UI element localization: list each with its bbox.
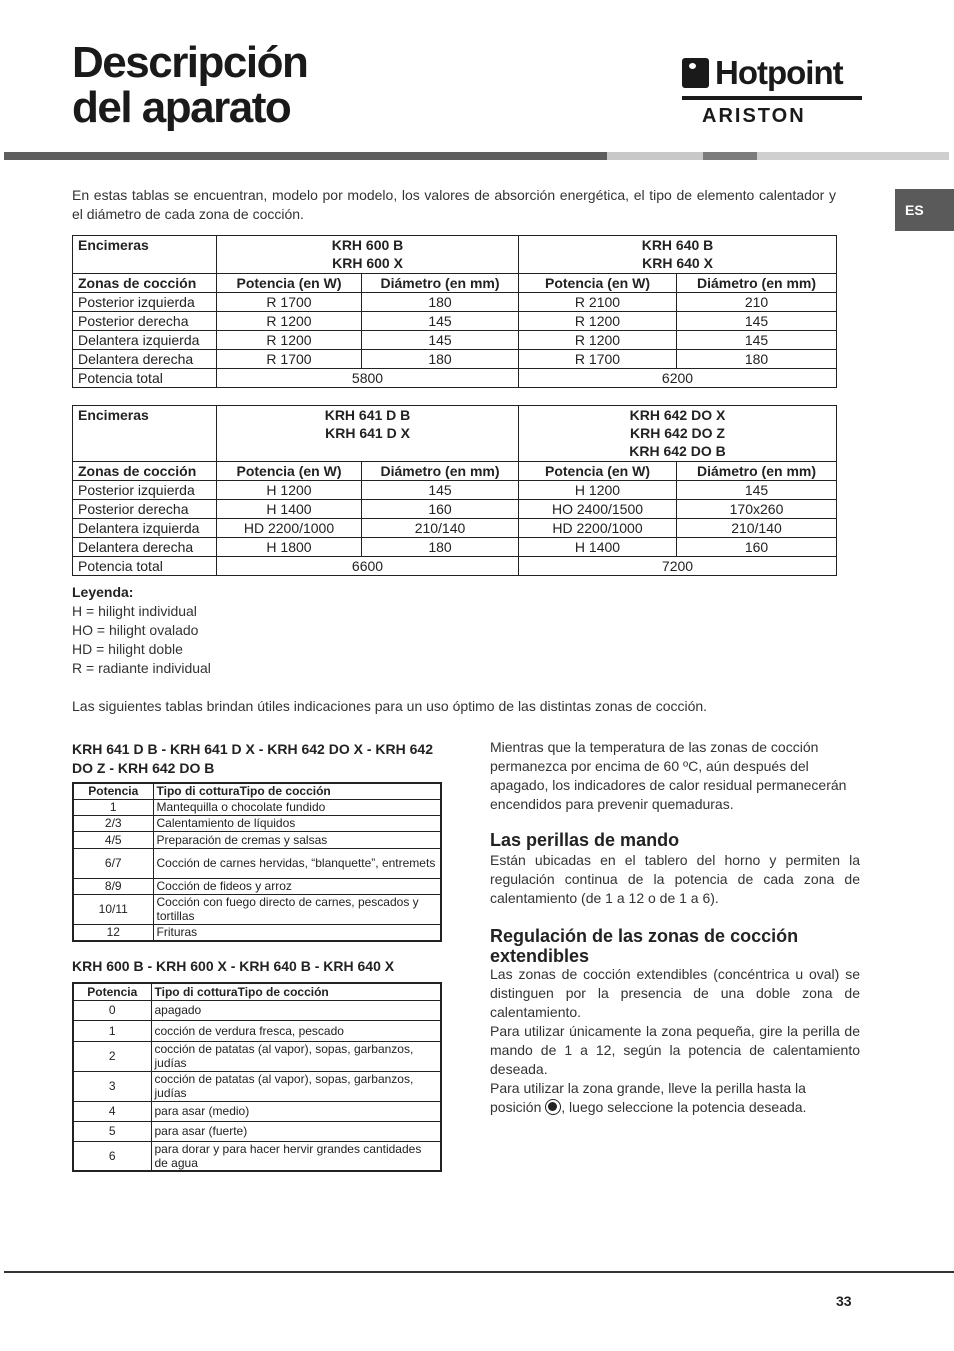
brand-logo xyxy=(682,55,864,131)
header-stripe xyxy=(757,152,949,160)
table-row: 12 Frituras xyxy=(73,924,441,941)
knobs-text: Están ubicadas en el tablero del horno y permiten la regulación continua de la potencia de cada zona de calentamiento (de 1 a 12 o de 1 a 6). xyxy=(490,852,860,906)
legend-item: HO = hilight ovalado xyxy=(72,622,199,638)
cooking-table-1 xyxy=(72,782,442,942)
table-row: Posterior derecha R 1200 145 R 1200 145 xyxy=(73,312,837,331)
legend xyxy=(72,583,211,678)
table-row: Delantera izquierda HD 2200/1000 210/140 HD 2200/1000 210/140 xyxy=(73,519,837,538)
column-header: Diámetro (en mm) xyxy=(362,274,519,293)
tables-note: Las siguientes tablas brindan útiles indicaciones para un uso óptimo de las distintas zonas de cocción. xyxy=(72,698,708,714)
legend-item: H = hilight individual xyxy=(72,603,197,619)
table-row: 6 para dorar y para hacer hervir grandes cantidades de agua xyxy=(73,1141,441,1171)
small-table-2-title: KRH 600 B - KRH 600 X - KRH 640 B - KRH 640 X xyxy=(72,958,395,974)
extendible-zones-text: Las zonas de cocción extendibles (concéntrica u oval) se distinguen por la presencia de una doble zona de calentamiento. Para utilizar únicamente la zona pequeña, gire la perilla de mando de 1 a 12, según la potencia de calentamiento deseada. Para utilizar la zona grande, lleve la perilla hasta la posición , luego seleccione la potencia deseada. xyxy=(490,966,860,1115)
table-row: Delantera izquierda R 1200 145 R 1200 145 xyxy=(73,331,837,350)
model-header: KRH 600 B KRH 600 X xyxy=(217,236,519,274)
total-row: Potencia total 6600 7200 xyxy=(73,557,837,576)
double-zone-knob-icon xyxy=(545,1099,561,1115)
model-header: KRH 642 DO X KRH 642 DO Z KRH 642 DO B xyxy=(519,406,837,462)
table-row: 2 cocción de patatas (al vapor), sopas, garbanzos, judías xyxy=(73,1041,441,1071)
column-header: Tipo di cotturaTipo de cocción xyxy=(153,783,441,799)
table-row: 2/3 Calentamiento de líquidos xyxy=(73,815,441,831)
column-header: Zonas de cocción xyxy=(73,462,217,481)
language-tab: ES xyxy=(895,189,954,231)
column-header: Potencia (en W) xyxy=(217,462,362,481)
legend-item: HD = hilight doble xyxy=(72,641,183,657)
page-title xyxy=(72,40,307,130)
column-header: Potencia (en W) xyxy=(519,274,677,293)
table-row: Posterior izquierda H 1200 145 H 1200 145 xyxy=(73,481,837,500)
residual-heat-text: Mientras que la temperatura de las zonas de cocción permanezca por encima de 60 ºC, aún después del apagado, los indicadores de calor residual permanecerán encendidos para prevenir quemaduras. xyxy=(490,739,847,812)
model-header: KRH 640 B KRH 640 X xyxy=(519,236,837,274)
page-number: 33 xyxy=(836,1293,852,1309)
section-heading: Regulación de las zonas de cocción extendibles xyxy=(490,926,799,966)
column-header: Diámetro (en mm) xyxy=(677,274,837,293)
footer-line xyxy=(4,1271,954,1273)
table-row: 0 apagado xyxy=(73,1000,441,1020)
small-table-1-title: KRH 641 D B - KRH 641 D X - KRH 642 DO X - KRH 642 DO Z - KRH 642 DO B xyxy=(72,741,433,776)
column-header: Potencia (en W) xyxy=(217,274,362,293)
cooking-table-2 xyxy=(72,982,442,1172)
column-header: Diámetro (en mm) xyxy=(362,462,519,481)
table-row: 10/11 Cocción con fuego directo de carnes, pescados y tortillas xyxy=(73,894,441,924)
column-header: Diámetro (en mm) xyxy=(677,462,837,481)
table-row: 4 para asar (medio) xyxy=(73,1101,441,1121)
logo-divider xyxy=(682,96,862,100)
column-header: Zonas de cocción xyxy=(73,274,217,293)
logo-brand: Hotpoint xyxy=(715,54,843,91)
header-stripe xyxy=(607,152,703,160)
encimeras-label: Encimeras xyxy=(73,236,217,274)
hotpoint-logo-icon xyxy=(682,58,709,88)
table-row: Delantera derecha H 1800 180 H 1400 160 xyxy=(73,538,837,557)
spec-table-1 xyxy=(72,235,837,388)
header-stripe xyxy=(4,152,607,160)
table-row: 4/5 Preparación de cremas y salsas xyxy=(73,831,441,848)
spec-table-2 xyxy=(72,405,837,576)
table-row: 8/9 Cocción de fideos y arroz xyxy=(73,878,441,894)
table-row: 1 cocción de verdura fresca, pescado xyxy=(73,1020,441,1041)
column-header: Potencia (en W) xyxy=(519,462,677,481)
title-line-2: del aparato xyxy=(72,83,291,132)
legend-item: R = radiante individual xyxy=(72,660,211,676)
table-row: Posterior izquierda R 1700 180 R 2100 210 xyxy=(73,293,837,312)
table-row: 1 Mantequilla o chocolate fundido xyxy=(73,799,441,815)
model-header: KRH 641 D B KRH 641 D X xyxy=(217,406,519,462)
table-row: Delantera derecha R 1700 180 R 1700 180 xyxy=(73,350,837,369)
column-header: Potencia xyxy=(73,983,151,1000)
encimeras-label: Encimeras xyxy=(73,406,217,462)
column-header: Tipo di cotturaTipo de cocción xyxy=(151,983,441,1000)
section-heading: Las perillas de mando xyxy=(490,830,680,850)
table-row: 3 cocción de patatas (al vapor), sopas, garbanzos, judías xyxy=(73,1071,441,1101)
table-row: 5 para asar (fuerte) xyxy=(73,1121,441,1141)
title-line-1: Descripción xyxy=(72,38,308,87)
table-row: 6/7 Cocción de carnes hervidas, “blanquette”, entremets xyxy=(73,848,441,878)
table-row: Posterior derecha H 1400 160 HO 2400/1500 170x260 xyxy=(73,500,837,519)
header-stripe xyxy=(703,152,757,160)
logo-sub: ARISTON xyxy=(702,105,806,127)
intro-text: En estas tablas se encuentran, modelo por modelo, los valores de absorción energética, el tipo de elemento calentador y el diámetro de cada zona de cocción. xyxy=(72,187,836,222)
column-header: Potencia xyxy=(73,783,153,799)
legend-title: Leyenda: xyxy=(72,584,134,600)
total-row: Potencia total 5800 6200 xyxy=(73,369,837,388)
